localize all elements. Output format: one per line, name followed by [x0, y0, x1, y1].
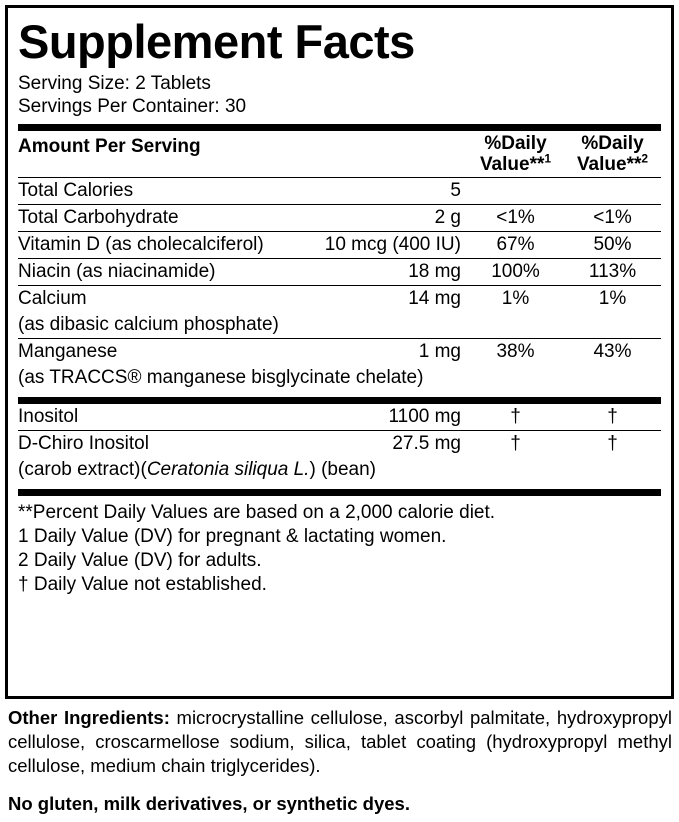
- footnote-dv-adults: 2 Daily Value (DV) for adults.: [18, 550, 262, 571]
- nutrient-amount: 18 mg: [302, 259, 467, 286]
- source-botanical-name: Ceratonia siliqua L.: [146, 459, 310, 480]
- nutrient-name: Manganese: [18, 341, 118, 362]
- header-daily-value-1: [467, 131, 564, 178]
- footnote-dagger: † Daily Value not established.: [18, 574, 267, 595]
- divider-thick-bottom: [18, 489, 661, 496]
- nutrient-dv2: †: [607, 433, 618, 454]
- nutrition-table: [18, 131, 661, 391]
- nutrient-dv1: 38%: [496, 341, 535, 362]
- table-row: [18, 232, 661, 259]
- nutrient-dv1: 100%: [467, 259, 564, 286]
- other-ingredients-block: [8, 706, 672, 816]
- nutrient-dv2: 43%: [593, 341, 632, 362]
- nutrient-name: Total Calories: [18, 178, 302, 205]
- nutrient-dv2: [564, 178, 661, 205]
- header-amount-spacer: [302, 131, 467, 178]
- header-amount-per-serving: Amount Per Serving: [18, 131, 302, 178]
- footnotes: [18, 496, 661, 597]
- table-row: [18, 404, 661, 431]
- nutrient-name: Total Carbohydrate: [18, 205, 302, 232]
- servings-per-container: Servings Per Container: 30: [18, 96, 247, 117]
- no-gluten-statement: No gluten, milk derivatives, or synthetic dyes.: [8, 793, 410, 814]
- nutrient-amount: 5: [302, 178, 467, 205]
- nutrient-name: Vitamin D (as cholecalciferol): [18, 232, 302, 259]
- divider-thick-middle: [18, 397, 661, 404]
- table-row-subtext: [18, 365, 661, 391]
- header-dv1-line2-text: Value**: [479, 154, 545, 175]
- nutrient-dv1: <1%: [467, 205, 564, 232]
- nutrient-dv2: <1%: [564, 205, 661, 232]
- nutrient-dv1: [467, 178, 564, 205]
- header-dv1-sup: 1: [544, 151, 552, 166]
- serving-size: Serving Size: 2 Tablets: [18, 73, 211, 94]
- other-ingredients-list: microcrystalline cellulose, ascorbyl palmitate, hydroxypropyl cellulose, croscarmellose sodium, silica, tablet coating (hydroxypropyl methyl cellulose, medium chain triglycerides).: [8, 707, 672, 776]
- nutrient-source: (as TRACCS® manganese bisglycinate chelate): [18, 367, 424, 388]
- other-ingredients-text: [8, 706, 672, 778]
- header-dv1-line1: %Daily: [484, 133, 547, 154]
- table-row-subtext: [18, 312, 661, 339]
- header-dv2-line1: %Daily: [581, 133, 644, 154]
- source-prefix: (carob extract)(: [18, 459, 147, 480]
- header-daily-value-2: [564, 131, 661, 178]
- nutrient-dv1: †: [467, 404, 564, 431]
- table-row: [18, 178, 661, 205]
- nutrient-name: Inositol: [18, 404, 299, 431]
- nutrient-source: [18, 457, 661, 483]
- table-row: [18, 286, 661, 313]
- header-dv1-line2: [467, 151, 564, 175]
- nutrient-amount: 1100 mg: [299, 404, 467, 431]
- other-ingredients-label: Other Ingredients:: [8, 707, 170, 728]
- nutrient-name: Niacin (as niacinamide): [18, 259, 302, 286]
- nutrient-name: D-Chiro Inositol: [18, 433, 149, 454]
- table-row-subtext: [18, 457, 661, 483]
- table-row: [18, 205, 661, 232]
- page-title: Supplement Facts: [18, 15, 415, 68]
- nutrient-amount: 1 mg: [418, 341, 461, 362]
- supplement-facts-box: [5, 5, 674, 699]
- nutrient-amount: 10 mcg (400 IU): [302, 232, 467, 259]
- nutrient-dv2: 50%: [564, 232, 661, 259]
- header-dv2-sup: 2: [641, 151, 649, 166]
- footnote-percent-dv: **Percent Daily Values are based on a 2,000 calorie diet.: [18, 502, 496, 523]
- nutrient-name: Calcium: [18, 288, 87, 309]
- header-dv2-line2: [564, 151, 661, 175]
- nutrient-source: (as dibasic calcium phosphate): [18, 312, 661, 339]
- nutrient-dv1: †: [510, 433, 521, 454]
- table-row: [18, 339, 661, 366]
- table-row: [18, 259, 661, 286]
- nutrition-table-secondary: [18, 404, 661, 483]
- footnote-dv-pregnant: 1 Daily Value (DV) for pregnant & lactating women.: [18, 526, 447, 547]
- nutrient-dv2: 1%: [598, 288, 627, 309]
- nutrient-amount: 2 g: [302, 205, 467, 232]
- header-dv2-line2-text: Value**: [576, 154, 642, 175]
- nutrient-dv1: 1%: [501, 288, 530, 309]
- nutrient-amount: 14 mg: [408, 288, 461, 309]
- table-header-row: [18, 131, 661, 178]
- divider-thick-top: [18, 124, 661, 131]
- table-row: [18, 431, 661, 458]
- source-suffix: ) (bean): [309, 459, 376, 480]
- nutrient-dv2: 113%: [564, 259, 661, 286]
- nutrient-dv2: †: [564, 404, 661, 431]
- nutrient-amount: 27.5 mg: [392, 433, 461, 454]
- nutrient-dv1: 67%: [467, 232, 564, 259]
